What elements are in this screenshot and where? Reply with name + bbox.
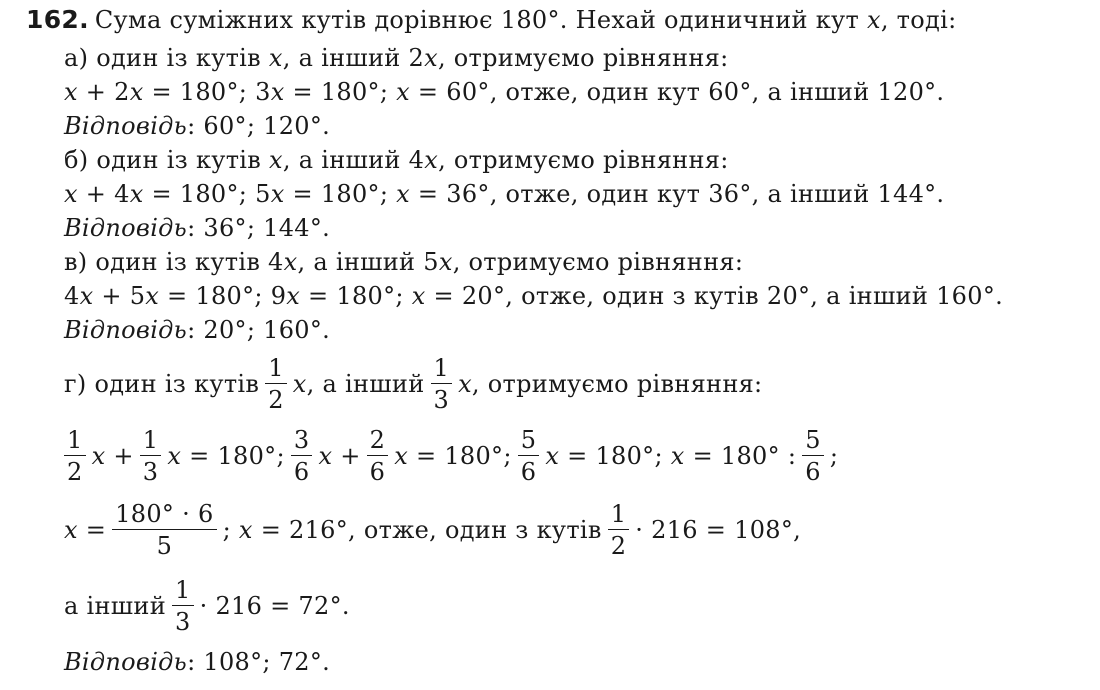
text: , а інший 5 xyxy=(297,248,439,276)
text: = xyxy=(85,516,107,544)
var-x: x xyxy=(458,370,472,398)
var-x: x xyxy=(394,442,409,470)
part-a-statement xyxy=(64,44,728,72)
numerator: 1 xyxy=(431,356,453,384)
part-g-equation-3 xyxy=(64,578,350,634)
part-g-equation-1 xyxy=(64,428,838,484)
var-x: x xyxy=(424,44,438,72)
text: = 20°, отже, один з кутів 20°, а інший 160°. xyxy=(425,282,1004,310)
text: = 36°, отже, один кут 36°, а інший 144°. xyxy=(409,180,945,208)
text: + 4 xyxy=(77,180,130,208)
answer-label: Відповідь xyxy=(64,316,188,344)
text: + xyxy=(113,442,134,470)
part-b-statement xyxy=(64,146,729,174)
intro-end: , тоді: xyxy=(880,6,957,34)
text: = 180°; xyxy=(189,442,285,470)
numerator: 1 xyxy=(265,356,287,384)
text: , отримуємо рівняння: xyxy=(438,146,729,174)
part-v-equation xyxy=(64,282,1003,310)
denominator: 6 xyxy=(520,458,537,486)
text: ; xyxy=(222,516,231,544)
text: = 60°, отже, один кут 60°, а інший 120°. xyxy=(409,78,945,106)
var-x: x xyxy=(292,370,307,398)
part-v-answer xyxy=(64,316,330,344)
var-x: x xyxy=(129,78,144,106)
numerator: 1 xyxy=(608,502,630,530)
text: + 5 xyxy=(93,282,146,310)
text: · 216 = 72°. xyxy=(199,592,350,620)
text: = 180°; 5 xyxy=(143,180,271,208)
answer-text: : 36°; 144°. xyxy=(187,214,331,242)
text: , а інший xyxy=(306,370,425,398)
text: б) один із кутів xyxy=(64,146,262,174)
numerator: 2 xyxy=(367,428,389,456)
text: 4 xyxy=(64,282,80,310)
var-x: x xyxy=(268,44,283,72)
text: , а інший 2 xyxy=(282,44,425,72)
fraction xyxy=(112,502,216,558)
var-x: x xyxy=(64,180,78,208)
denominator: 6 xyxy=(805,458,821,486)
denominator: 5 xyxy=(156,532,173,560)
fraction xyxy=(518,428,540,484)
intro-text: Сума суміжних кутів дорівнює 180°. Нехай одиничний кут xyxy=(94,6,860,34)
var-x: x xyxy=(238,516,253,544)
denominator: 6 xyxy=(293,458,310,486)
answer-label: Відповідь xyxy=(64,648,188,676)
fraction xyxy=(265,356,287,412)
text: , отримуємо рівняння: xyxy=(452,248,744,276)
var-x: x xyxy=(396,180,410,208)
var-x: x xyxy=(79,282,94,310)
var-x: x xyxy=(318,442,333,470)
var-x: x xyxy=(167,442,182,470)
text: + 2 xyxy=(77,78,130,106)
numerator: 1 xyxy=(172,578,194,606)
text: = 180°; xyxy=(416,442,512,470)
denominator: 2 xyxy=(67,458,83,486)
text: г) один із кутів xyxy=(64,370,260,398)
text: , отримуємо рівняння: xyxy=(437,44,729,72)
problem-number: 162. xyxy=(26,5,89,34)
fraction xyxy=(802,428,824,484)
answer-label: Відповідь xyxy=(64,112,188,140)
var-x: x xyxy=(670,442,685,470)
part-a-answer xyxy=(64,112,330,140)
var-x: x xyxy=(411,282,426,310)
answer-text: : 20°; 160°. xyxy=(187,316,331,344)
part-g-answer xyxy=(64,648,330,676)
fraction xyxy=(431,356,453,412)
problem-header xyxy=(26,6,956,34)
numerator: 5 xyxy=(518,428,540,456)
var-x: x xyxy=(286,282,301,310)
part-g-statement xyxy=(64,356,762,412)
numerator: 180° · 6 xyxy=(112,502,216,530)
text: а інший xyxy=(64,592,167,620)
text: а) один із кутів xyxy=(64,44,261,72)
part-a-equation xyxy=(64,78,944,106)
var-x: x xyxy=(866,6,881,34)
part-g-equation-2 xyxy=(64,502,801,558)
part-v-statement xyxy=(64,248,743,276)
fraction xyxy=(608,502,630,558)
numerator: 1 xyxy=(64,428,86,456)
text: = 180°; xyxy=(284,180,397,208)
part-b-answer xyxy=(64,214,330,242)
answer-text: : 60°; 120°. xyxy=(187,112,331,140)
text: · 216 = 108°, xyxy=(635,516,802,544)
text: , отримуємо рівняння: xyxy=(471,370,763,398)
var-x: x xyxy=(64,516,78,544)
text: = 180°; xyxy=(567,442,663,470)
var-x: x xyxy=(270,78,285,106)
var-x: x xyxy=(438,248,453,276)
var-x: x xyxy=(64,78,78,106)
var-x: x xyxy=(270,180,285,208)
text: = 180°; xyxy=(284,78,397,106)
numerator: 3 xyxy=(291,428,313,456)
answer-text: : 108°; 72°. xyxy=(187,648,331,676)
text: , а інший 4 xyxy=(282,146,425,174)
var-x: x xyxy=(545,442,560,470)
fraction xyxy=(172,578,194,634)
text: = 216°, отже, один з кутів xyxy=(260,516,602,544)
text: ; xyxy=(829,442,839,470)
denominator: 2 xyxy=(610,532,627,560)
fraction xyxy=(291,428,313,484)
var-x: x xyxy=(129,180,144,208)
denominator: 3 xyxy=(433,386,450,414)
text: в) один із кутів 4 xyxy=(64,248,284,276)
var-x: x xyxy=(396,78,410,106)
text: = 180°; xyxy=(300,282,412,310)
numerator: 5 xyxy=(802,428,824,456)
denominator: 3 xyxy=(142,458,159,486)
var-x: x xyxy=(283,248,298,276)
text: = 180°; 9 xyxy=(159,282,287,310)
fraction xyxy=(64,428,86,484)
fraction xyxy=(140,428,162,484)
denominator: 3 xyxy=(175,608,191,636)
text: = 180° : xyxy=(692,442,797,470)
var-x: x xyxy=(269,146,283,174)
numerator: 1 xyxy=(140,428,162,456)
var-x: x xyxy=(145,282,160,310)
var-x: x xyxy=(91,442,106,470)
var-x: x xyxy=(424,146,439,174)
answer-label: Відповідь xyxy=(64,214,188,242)
part-b-equation xyxy=(64,180,944,208)
text: + xyxy=(340,442,361,470)
text: = 180°; 3 xyxy=(143,78,271,106)
fraction xyxy=(367,428,389,484)
denominator: 2 xyxy=(268,386,284,414)
denominator: 6 xyxy=(369,458,386,486)
